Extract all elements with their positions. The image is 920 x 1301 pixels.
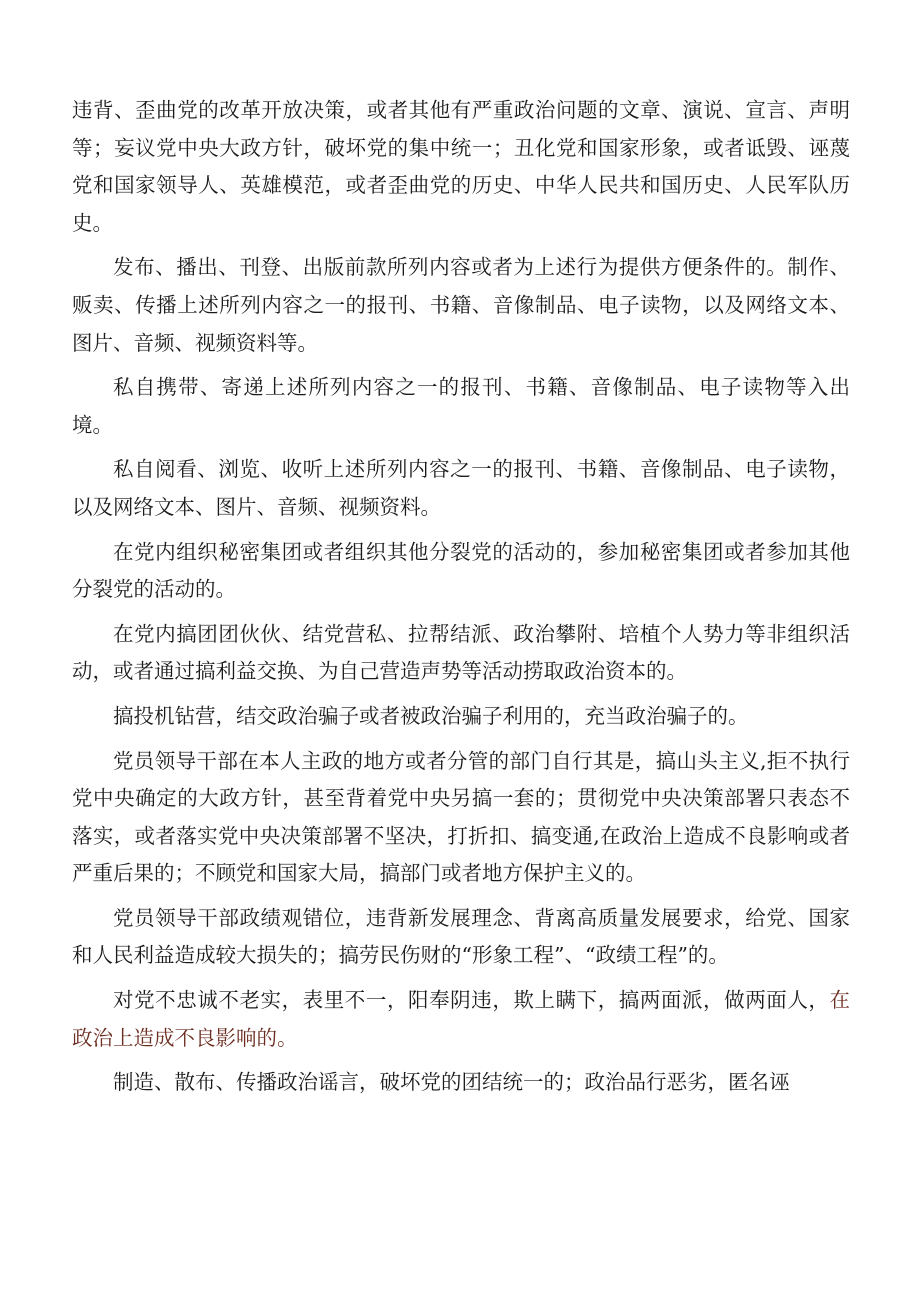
paragraph-8: 党员领导干部在本人主政的地方或者分管的部门自行其是，搞山头主义,拒不执行党中央确定的大政方针，甚至背着党中央另搞一套的；贯彻党中央决策部署只表态不落实，或者落实党中央决策部署不坚决，打折扣、搞变通,在政治上造成不良影响或者严重后果的；不顾党和国家大局，搞部门或者地方保护主义的。 [72, 748, 850, 886]
document-page [72, 92, 850, 1102]
paragraph-9: 党员领导干部政绩观错位，违背新发展理念、背离高质量发展要求，给党、国家和人民利益造成较大损失的；搞劳民伤财的“形象工程”、“政绩工程”的。 [72, 905, 850, 968]
paragraph-11: 制造、散布、传播政治谣言，破坏党的团结统一的；政治品行恶劣，匿名诬 [113, 1070, 790, 1095]
paragraph-7: 搞投机钻营，结交政治骗子或者被政治骗子利用的，充当政治骗子的。 [113, 703, 749, 728]
paragraph-2: 发布、播出、刊登、出版前款所列内容或者为上述行为提供方便条件的。制作、贩卖、传播上述所列内容之一的报刊、书籍、音像制品、电子读物，以及网络文本、图片、音频、视频资料等。 [72, 255, 850, 355]
paragraph-10-text: 对党不忠诚不老实，表里不一，阳奉阴违，欺上瞒下，搞两面派，做两面人， [113, 988, 830, 1013]
paragraph-3: 私自携带、寄递上述所列内容之一的报刊、书籍、音像制品、电子读物等入出境。 [72, 375, 850, 437]
paragraph-5: 在党内组织秘密集团或者组织其他分裂党的活动的，参加秘密集团或者参加其他分裂党的活动的。 [72, 539, 850, 602]
paragraph-10 [72, 982, 850, 1057]
paragraph-6: 在党内搞团团伙伙、结党营私、拉帮结派、政治攀附、培植个人势力等非组织活动，或者通过搞利益交换、为自己营造声势等活动捞取政治资本的。 [72, 621, 850, 684]
colored-fragment: 在政治上造成不良影响的。 [72, 988, 850, 1050]
paragraph-4: 私自阅看、浏览、收听上述所列内容之一的报刊、书籍、音像制品、电子读物，以及网络文本、图片、音频、视频资料。 [72, 457, 850, 519]
paragraph-1: 违背、歪曲党的改革开放决策，或者其他有严重政治问题的文章、演说、宣言、声明等；妄议党中央大政方针，破坏党的集中统一；丑化党和国家形象，或者诋毁、诬蔑党和国家领导人、英雄模范，或者歪曲党的历史、中华人民共和国历史、人民军队历史。 [72, 98, 850, 235]
